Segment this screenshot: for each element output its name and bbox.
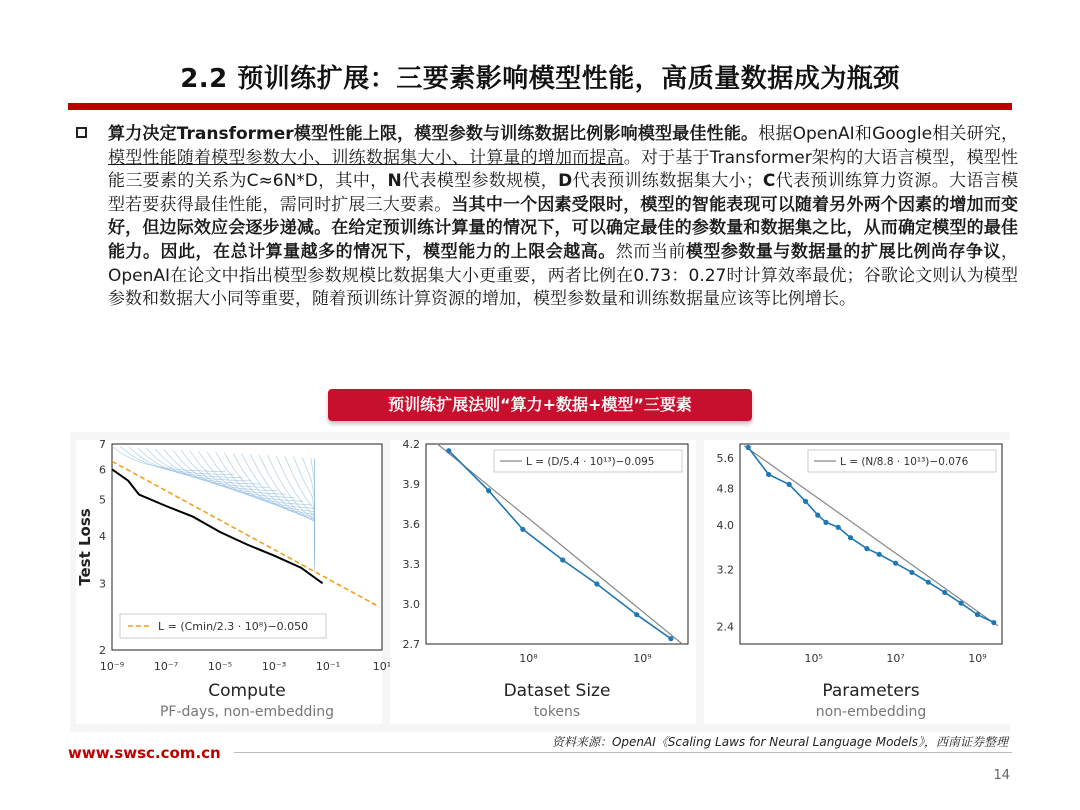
plot-frame — [426, 444, 688, 644]
y-tick-label: 5.6 — [716, 451, 734, 465]
y-tick-label: 4 — [99, 530, 106, 544]
x-tick-label: 10⁷ — [886, 652, 905, 665]
data-point — [446, 448, 451, 453]
y-tick-label: 2.4 — [716, 620, 734, 634]
text-span: 。对于基于Transformer架构的大语言模型，模型性能三要素的关系为C≈6N*D，其中， — [108, 147, 1018, 192]
training-run-curve — [276, 456, 314, 542]
bullet-box-icon — [76, 127, 87, 138]
page-title: 2.2 预训练扩展：三要素影响模型性能，高质量数据成为瓶颈 — [180, 64, 900, 94]
data-point — [991, 620, 996, 625]
training-run-curve — [112, 446, 225, 471]
data-point — [926, 580, 931, 585]
data-point — [877, 552, 882, 557]
y-tick-label: 4.0 — [716, 518, 734, 532]
legend-label: L = (D/5.4 · 10¹³)−0.095 — [526, 456, 655, 468]
training-run-curve — [216, 452, 315, 512]
data-point — [668, 636, 673, 641]
y-tick-label: 3.2 — [716, 563, 734, 577]
compute-chart — [76, 438, 392, 724]
training-run-curve — [155, 449, 268, 488]
footer-rule — [234, 752, 1012, 753]
underlined-statement: 模型性能随着模型参数大小、训练数据集大小、计算量的增加而提高 — [108, 147, 624, 168]
x-tick-label: 10⁻³ — [261, 660, 287, 673]
data-point — [746, 445, 751, 450]
x-tick-label: 10⁻⁹ — [99, 660, 125, 673]
y-tick-label: 4.8 — [716, 482, 734, 496]
data-point — [787, 482, 792, 487]
text-span: 代表预训练数据集大小； — [572, 171, 763, 192]
y-tick-label: 3.0 — [402, 598, 420, 611]
x-tick-label: 10⁸ — [519, 652, 538, 665]
y-tick-label: 3.3 — [402, 558, 420, 571]
title-rule — [68, 103, 1012, 110]
x-tick-label: 10⁻⁵ — [207, 660, 233, 673]
y-tick-label: 6 — [99, 463, 106, 477]
data-point — [486, 488, 491, 493]
y-axis-label: Test Loss — [76, 508, 94, 586]
legend-label: L = (Cmin/2.3 · 10⁸)−0.050 — [158, 620, 309, 633]
x-tick-label: 10⁻⁷ — [153, 660, 179, 673]
data-point — [823, 520, 828, 525]
data-point — [766, 472, 771, 477]
x-tick-label: 10⁵ — [804, 652, 823, 665]
data-point — [893, 561, 898, 566]
symbol-n: N — [387, 171, 402, 192]
y-tick-label: 3.9 — [402, 478, 420, 491]
figure-banner: 预训练扩展法则“算力+数据+模型”三要素 — [328, 389, 752, 421]
data-point — [836, 525, 841, 530]
x-axis-label: Parameters — [822, 681, 920, 701]
x-tick-label: 10⁻¹ — [315, 660, 341, 673]
x-tick-label: 10⁹ — [968, 652, 987, 665]
symbol-c: C — [762, 171, 776, 192]
key-finding: 当其中一个因素受限时，模型的智能表现可以随着另外两个因素的增加而变好，但边际效应会逐步递减。在给定预训练计算量的情况下，可以确定最佳的参数量和数据集之比，从而确定模型的最佳能力。因此，在总计算量越多的情况下，模型能力的上限会越高。 — [108, 194, 1019, 262]
x-tick-label: 10¹ — [372, 660, 392, 673]
text-span: ，OpenAI在论文中指出模型参数规模比数据集大小更重要，两者比例在0.73：0.27时计算效率最优；谷歌论文则认为模型参数和数据大小同等重要，随着预训练计算资源的增加，模型参数量和训练数据量应该等比例增长。 — [108, 241, 1019, 310]
footer-url: www.swsc.com.cn — [68, 744, 221, 762]
data-point — [520, 527, 525, 532]
y-tick-label: 4.2 — [402, 438, 420, 451]
y-tick-label: 5 — [99, 493, 106, 507]
lead-statement: 算力决定Transformer模型性能上限，模型参数与训练数据比例影响模型最佳性能。 — [108, 124, 759, 144]
data-point — [560, 557, 565, 562]
y-tick-label: 3 — [99, 577, 106, 591]
y-tick-label: 7 — [99, 438, 106, 451]
data-point — [942, 590, 947, 595]
controversy-statement: 模型参数量与数据量的扩展比例尚存争议 — [685, 241, 1002, 262]
data-point — [848, 535, 853, 540]
x-axis-sublabel: PF-days, non-embedding — [159, 704, 335, 720]
x-axis-label: Dataset Size — [503, 681, 611, 701]
training-run-curve — [129, 447, 242, 477]
symbol-d: D — [558, 171, 573, 192]
text-span: 根据OpenAI和Google相关研究， — [758, 124, 1019, 144]
source-note: 资料来源：OpenAI《Scaling Laws for Neural Language Models》，西南证券整理 — [551, 735, 1008, 749]
power-law-fit-line — [437, 444, 682, 644]
data-point — [864, 546, 869, 551]
data-point — [594, 581, 599, 586]
x-axis-sublabel: non-embedding — [815, 704, 927, 720]
power-law-fit-line — [744, 446, 998, 626]
text-span: 代表预训练算力资源。大语言模型若要获得最佳性能，需同时扩展三大要素。 — [108, 171, 1019, 215]
y-tick-label: 3.6 — [402, 518, 420, 531]
x-axis-label: Compute — [208, 681, 286, 701]
x-tick-label: 10⁹ — [633, 652, 652, 665]
y-tick-label: 2 — [99, 644, 106, 657]
data-point — [634, 612, 639, 617]
text-span: 然而当前 — [615, 241, 686, 262]
data-point — [958, 601, 963, 606]
data-point — [803, 499, 808, 504]
legend-label: L = (N/8.8 · 10¹³)−0.076 — [840, 456, 969, 468]
body-text — [78, 123, 1018, 312]
data-point — [975, 612, 980, 617]
parameters-chart — [704, 440, 1010, 724]
y-tick-label: 2.7 — [402, 638, 420, 651]
page-number: 14 — [993, 768, 1010, 783]
data-point — [815, 513, 820, 518]
text-span: 代表模型参数规模， — [401, 171, 559, 192]
plot-frame — [740, 444, 1002, 644]
dataset-chart — [390, 440, 696, 724]
summary-paragraph — [108, 123, 1018, 312]
data-point — [909, 570, 914, 575]
x-axis-sublabel: tokens — [533, 704, 581, 720]
figure-panel — [70, 432, 1010, 732]
training-run-curve — [147, 448, 260, 484]
